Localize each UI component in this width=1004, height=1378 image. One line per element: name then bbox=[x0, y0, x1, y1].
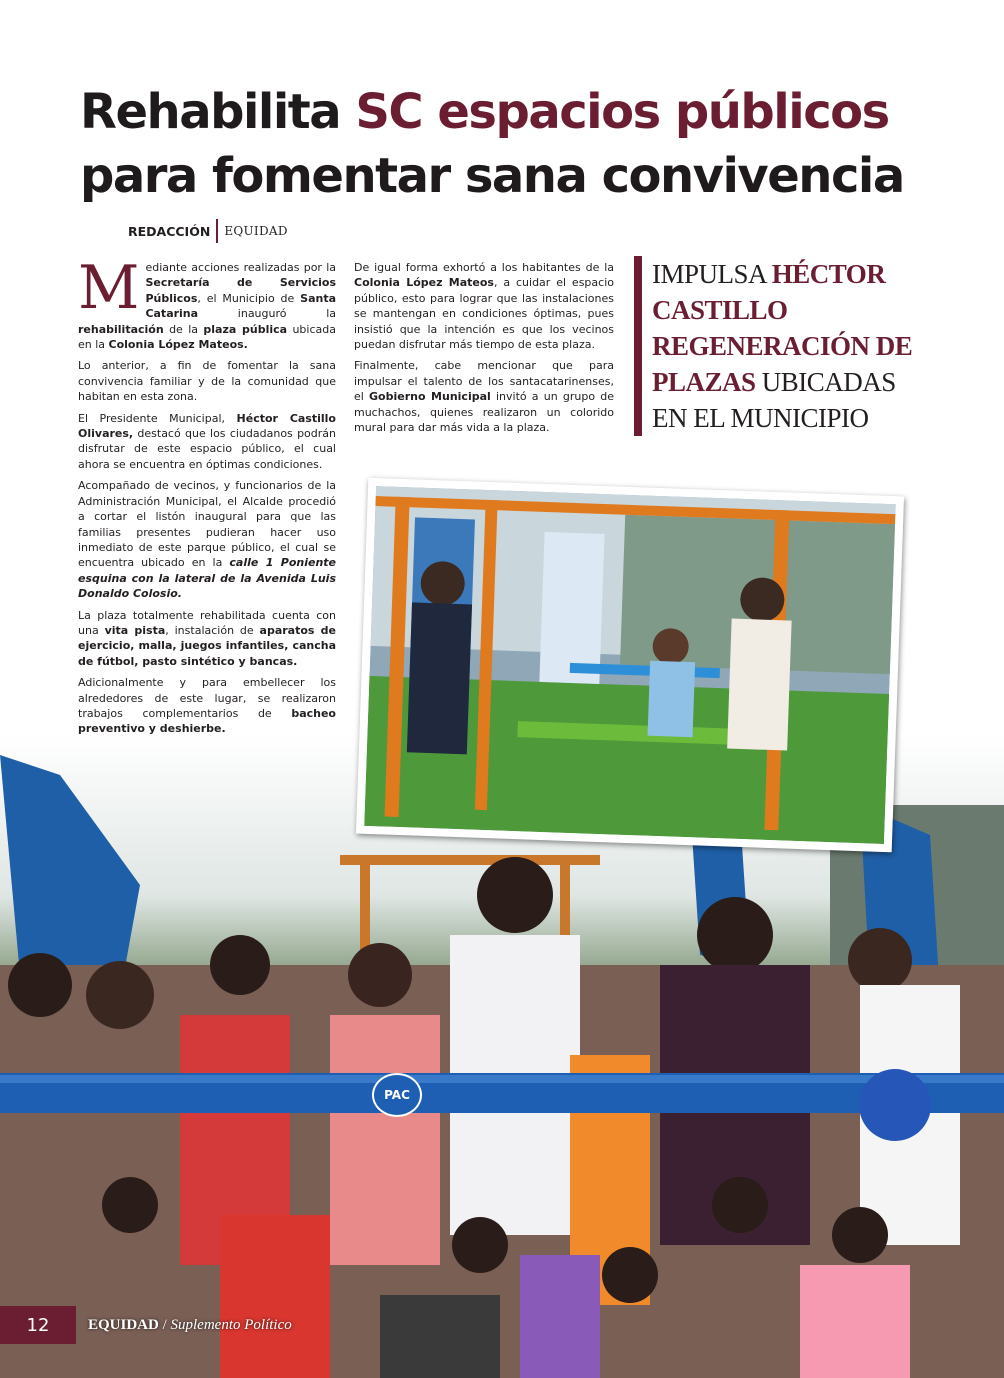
page-footer bbox=[0, 1306, 310, 1344]
ribbon-label: PAC bbox=[372, 1073, 422, 1117]
paragraph-9 bbox=[354, 358, 614, 435]
text-run-bold: Secretaría de Servicios Públicos bbox=[145, 276, 336, 305]
playground-photo bbox=[356, 478, 904, 852]
text-run: ubicada en la bbox=[78, 322, 336, 352]
text-run: , instalación de bbox=[165, 623, 260, 637]
paragraph-4 bbox=[78, 478, 336, 601]
text-run-bold: Santa Catarina bbox=[145, 291, 336, 321]
text-run: , el Municipio de bbox=[197, 291, 301, 305]
paragraph-5 bbox=[78, 608, 336, 670]
headline-black-text: Rehabilita bbox=[80, 84, 356, 140]
publication-name bbox=[88, 1317, 292, 1334]
pull-quote-highlight: HÉCTOR CASTILLO REGENERACIÓN DE PLAZAS bbox=[652, 259, 913, 397]
byline-author: REDACCIÓN bbox=[128, 223, 211, 239]
text-run-bold: rehabilitación bbox=[78, 322, 164, 336]
text-run: invitó a un grupo de muchachos, quienes realizaron un colorido mural para dar más vida a la plaza. bbox=[354, 390, 614, 435]
text-run-bold: vita pista bbox=[104, 623, 166, 637]
article-column-2 bbox=[354, 260, 614, 441]
text-run: inauguró la bbox=[198, 307, 336, 321]
byline-divider bbox=[216, 219, 218, 243]
text-run: , a cuidar el espacio público, esto para lograr que las instalaciones se mantengan en condiciones óptimas, pues insistió que la intención es que los vecinos puedan disfrutar más tiempo de esta plaza. bbox=[354, 276, 614, 352]
pull-quote-text: UBICADAS EN EL MUNICIPIO bbox=[652, 367, 896, 433]
text-run: Adicionalmente y para embellecer los alrededores de este lugar, se realizaron trabajos complementarios de bbox=[78, 676, 336, 720]
paragraph-8 bbox=[354, 260, 614, 352]
text-run: ediante acciones realizadas por la bbox=[145, 261, 336, 274]
text-run: El Presidente Municipal, bbox=[78, 411, 237, 425]
byline bbox=[128, 218, 288, 244]
publication-title: EQUIDAD bbox=[88, 1316, 159, 1333]
publication-supplement: Suplemento Político bbox=[170, 1316, 292, 1333]
headline-line1 bbox=[80, 84, 889, 140]
text-run-bold: Gobierno Municipal bbox=[369, 390, 491, 404]
text-run: destacó que los ciudadanos podrán disfrutar de este espacio público, el cual ahora se encuentra en óptimas condiciones. bbox=[78, 427, 336, 471]
text-run-bold: plaza pública bbox=[203, 322, 288, 336]
text-run: De igual forma exhortó a los habitantes de la bbox=[354, 261, 614, 274]
text-run: Finalmente, cabe mencionar que para impulsar el talento de los santacatarinenses, el bbox=[354, 359, 614, 404]
headline bbox=[80, 80, 980, 208]
drop-cap: M bbox=[78, 253, 140, 323]
paragraph-3 bbox=[78, 411, 336, 473]
pull-quote bbox=[634, 256, 932, 436]
headline-accent-text: SC espacios públicos bbox=[355, 84, 889, 140]
paragraph-2: Lo anterior, a fin de fomentar la sana convivencia familiar y de la comunidad que habitan en esta zona. bbox=[78, 359, 336, 404]
text-run: Acompañado de vecinos, y funcionarios de la Administración Municipal, el Alcalde procedió a cortar el listón inaugural para que las familias presentes pudieran hacer uso inmediato de este parque público, el cual se encuentra ubicado en la bbox=[78, 479, 336, 570]
byline-section: EQUIDAD bbox=[224, 224, 288, 238]
text-run-bold: Héctor Castillo Olivares, bbox=[78, 411, 336, 441]
paragraph-6 bbox=[78, 675, 336, 737]
text-run: La plaza totalmente rehabilitada cuenta con una bbox=[78, 608, 336, 637]
text-run-bold: bacheo preventivo y deshierbe. bbox=[78, 706, 336, 736]
headline-line2: para fomentar sana convivencia bbox=[80, 148, 904, 204]
text-run-bold: Colonia López Mateos. bbox=[108, 338, 248, 352]
pull-quote-text: IMPULSA bbox=[652, 259, 772, 289]
text-run-bold: Colonia López Mateos bbox=[354, 276, 494, 290]
text-run-bold-italic: calle 1 Poniente esquina con la lateral de la Avenida Luis Donaldo Colosio. bbox=[78, 556, 336, 601]
text-run: de la bbox=[163, 322, 204, 336]
page-number: 12 bbox=[0, 1306, 76, 1344]
playground-photo-image bbox=[364, 486, 896, 844]
text-run-bold: aparatos de ejercicio, malla, juegos infantiles, cancha de fútbol, pasto sintético y bancas. bbox=[78, 623, 336, 668]
paragraph-1 bbox=[78, 253, 336, 352]
publication-separator: / bbox=[158, 1316, 171, 1333]
